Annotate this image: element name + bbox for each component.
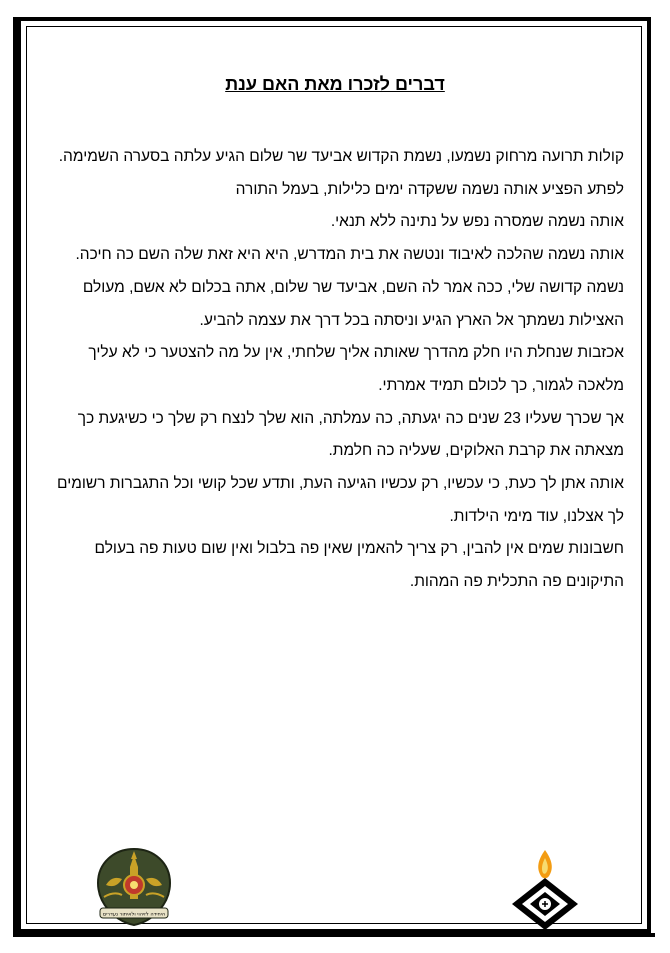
military-unit-emblem-icon [92, 845, 176, 929]
paragraph: חשבונות שמים אין להבין, רק צריך להאמין שאין פה בלבול ואין שום טעות פה בעולם התיקונים פה התכלית פה המהות. [94, 540, 624, 591]
paragraph: לפתע הפציע אותה נשמה ששקדה ימים כלילות, בעמל התורה [235, 180, 624, 198]
emblem-caption: היחידה לזיהוי ולאיתור נעדרים [102, 911, 166, 918]
paragraph: אותה נשמה שהלכה לאיבוד ונטשה את בית המדרש, היא היא זאת שלה השם כה חיכה. [75, 246, 624, 264]
memorial-flame-emblem-icon [508, 848, 582, 932]
document-body [54, 141, 624, 599]
paragraph: אותה נשמה שמסרה נפש על נתינה ללא תנאי. [330, 213, 624, 231]
border-shadow-left [13, 17, 17, 937]
document-title: דברים לזכרו מאת האם ענת [225, 74, 445, 94]
paragraph: אותה אתן לך כעת, כי עכשיו, רק עכשיו הגיעה העת, ותדע שכל קושי וכל התגברות רשומים לך אצלנו, עוד מימי הילדות. [57, 475, 624, 525]
paragraph: אך שכרך שעליו 23 שנים כה יגעתה, כה עמלתה, הוא שלך לנצח רק שלך כי כשיגעת כך מצאתה את קרבת האלוקים, שעליה כה חלמת. [77, 409, 624, 460]
paragraph: אכזבות שנחלת היו חלק מהדרך שאותה אליך שלחתי, אין על מה להצטער כי לא עליך מלאכה לגמור, כך לכולם תמיד אמרתי. [88, 344, 624, 394]
paragraph: קולות תרועה מרחוק נשמעו, נשמת הקדוש אביעד שר שלום הגיע עלתה בסערה השמימה. [58, 148, 624, 165]
paragraph: נשמה קדושה שלי, ככה אמר לה השם, אביעד שר שלום, אתה בכלום לא אשם, מעולם האצילות נשמתך אל הארץ הגיע וניסתה בכל דרך את עצמה להביע. [82, 278, 624, 329]
border-shadow-bottom [13, 933, 655, 937]
